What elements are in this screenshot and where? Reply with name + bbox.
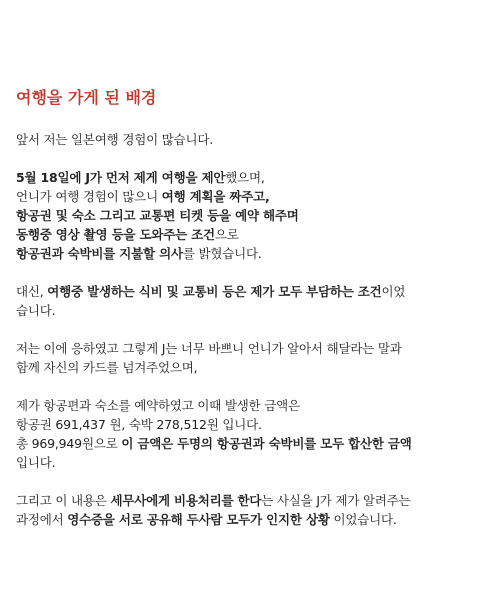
section-heading: 여행을 가게 된 배경 xyxy=(16,88,157,107)
paragraph-6-line-1 xyxy=(16,491,468,510)
paragraph-2-line-2 xyxy=(16,187,468,206)
plain-text: 으로 xyxy=(214,227,239,242)
bold-text: 동행중 영상 촬영 등을 도와주는 조건 xyxy=(16,227,215,242)
paragraph-2-line-5 xyxy=(16,244,468,263)
paragraph-4-line-1: 저는 이에 응하였고 그렇게 J는 너무 바쁘니 언니가 알아서 해달라는 말과 xyxy=(16,341,402,356)
plain-text: 과정에서 xyxy=(16,512,68,527)
paragraph-2 xyxy=(16,168,468,263)
plain-text: 그리고 이 내용은 xyxy=(16,493,111,508)
paragraph-3-line-1 xyxy=(16,282,468,301)
paragraph-3 xyxy=(16,282,468,320)
paragraph-5 xyxy=(16,396,468,472)
paragraph-5-line-4: 입니다. xyxy=(16,455,56,470)
plain-text: 총 969,949원으로 xyxy=(16,436,122,451)
paragraph-3-line-2: 습니다. xyxy=(16,303,56,318)
plain-text: 했으며, xyxy=(225,170,265,185)
paragraph-6-line-2 xyxy=(16,510,468,529)
paragraph-5-line-2: 항공권 691,437 원, 숙박 278,512원 입니다. xyxy=(16,417,262,432)
paragraph-2-line-3: 항공권 및 숙소 그리고 교통편 티켓 등을 예약 해주며 xyxy=(16,208,299,223)
plain-text: 이었 xyxy=(381,284,406,299)
bold-text: 항공권과 숙박비를 지불할 의사 xyxy=(16,246,183,261)
paragraph-2-line-1 xyxy=(16,168,468,187)
plain-text: 대신, xyxy=(16,284,48,299)
paragraph-1 xyxy=(16,130,468,149)
plain-text: 를 밝혔습니다. xyxy=(182,246,262,261)
paragraph-2-line-4 xyxy=(16,225,468,244)
bold-text: 이 금액은 두명의 항공권과 숙박비를 모두 합산한 금액 xyxy=(121,436,412,451)
bold-text: 영수증을 서로 공유해 두사람 모두가 인지한 상황 xyxy=(67,512,330,527)
plain-text: 는 사실을 J가 제가 알려주는 xyxy=(261,493,411,508)
plain-text: 언니가 여행 경험이 많으니 xyxy=(16,189,162,204)
bold-text: 여행중 발생하는 식비 및 교통비 등은 제가 모두 부담하는 조건 xyxy=(47,284,382,299)
paragraph-4 xyxy=(16,339,468,377)
plain-text: 이었습니다. xyxy=(329,512,397,527)
bold-text: 여행 계획을 짜주고, xyxy=(161,189,270,204)
bold-text: 5월 18일에 J가 먼저 제게 여행을 제안 xyxy=(16,170,226,185)
document-body xyxy=(16,88,468,548)
paragraph-5-line-1: 제가 항공편과 숙소를 예약하였고 이때 발생한 금액은 xyxy=(16,398,300,413)
paragraph-6 xyxy=(16,491,468,529)
paragraph-1-line-1: 앞서 저는 일본여행 경험이 많습니다. xyxy=(16,132,213,147)
paragraph-5-line-3 xyxy=(16,434,468,453)
bold-text: 세무사에게 비용처리를 한다 xyxy=(110,493,262,508)
paragraph-4-line-2: 함께 자신의 카드를 넘겨주었으며, xyxy=(16,360,198,375)
